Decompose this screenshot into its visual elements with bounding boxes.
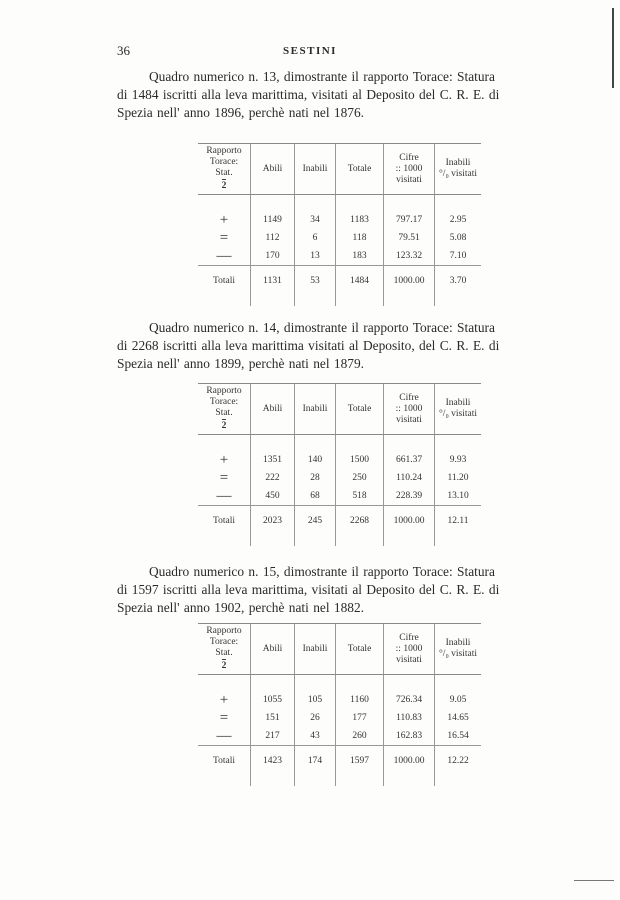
table-row [198,691,481,709]
caption-line: Quadro numerico n. 13, dimostrante il rapporto Torace: Statura [149,69,495,84]
data-table [198,623,481,786]
total-cell: 12.11 [435,506,482,537]
totals-row [198,506,481,537]
caption-line: Quadro numerico n. 14, dimostrante il rapporto Torace: Statura [149,320,495,335]
totals-row [198,746,481,777]
header-rapporto: Rapporto Torace: Stat. 2 [198,624,251,675]
header-rapporto: Rapporto Torace: Stat. 2 [198,384,251,435]
table-row [198,487,481,506]
table-cell: 170 [251,247,295,266]
table-cell: 518 [336,487,384,506]
header-totale: Totale [336,384,384,435]
table-cell: 151 [251,709,295,727]
table-row [198,469,481,487]
table-cell: 13.10 [435,487,482,506]
running-head: SESTINI [283,45,337,57]
table-caption [117,68,563,122]
header-cifre: Cifre :: 1000 visitati [384,384,435,435]
totals-row [198,266,481,297]
symbol-cell: + [219,211,229,228]
table-cell: 26 [295,709,336,727]
symbol-cell: + [219,691,229,708]
total-cell: 1000.00 [384,266,435,297]
symbol-cell: — [216,247,232,264]
table-cell: 7.10 [435,247,482,266]
table-cell: 1149 [251,211,295,229]
total-cell: 1484 [336,266,384,297]
table-row [198,709,481,727]
total-cell: 2268 [336,506,384,537]
caption-line: Quadro numerico n. 15, dimostrante il rapporto Torace: Statura [149,564,495,579]
symbol-cell: = [219,469,229,486]
caption-line: di 1484 iscritti alla leva marittima, visitati al Deposito del C. R. E. di [117,87,500,102]
table-cell: 140 [295,451,336,469]
table-row [198,247,481,266]
header-abili: Abili [251,144,295,195]
table-cell: 110.83 [384,709,435,727]
symbol-cell: + [219,451,229,468]
symbol-cell: — [216,487,232,504]
table-cell: 118 [336,229,384,247]
header-inabili: Inabili [295,384,336,435]
header-inabili-percent: Inabili °/₀ visitati [435,624,482,675]
table-cell: 43 [295,727,336,746]
header-inabili-percent: Inabili °/₀ visitati [435,384,482,435]
header-totale: Totale [336,624,384,675]
table-cell: 250 [336,469,384,487]
caption-line: di 2268 iscritti alla leva marittima visitati al Deposito, del C. R. E. di [117,338,500,353]
page-number: 36 [117,43,130,58]
table-cell: 177 [336,709,384,727]
header-inabili-percent: Inabili °/₀ visitati [435,144,482,195]
table-cell: 11.20 [435,469,482,487]
caption-line: di 1597 iscritti alla leva marittima, visitati al Deposito del C. R. E. di [117,582,500,597]
caption-line: Spezia nell' anno 1902, perchè nati nel 1882. [117,600,365,615]
total-cell: 12.22 [435,746,482,777]
table-cell: 2.95 [435,211,482,229]
data-table [198,143,481,306]
table-cell: 9.05 [435,691,482,709]
table-cell: 228.39 [384,487,435,506]
table-row [198,229,481,247]
table-cell: 110.24 [384,469,435,487]
table-cell: 1055 [251,691,295,709]
table-cell: 123.32 [384,247,435,266]
header-cifre: Cifre :: 1000 visitati [384,624,435,675]
table-cell: 105 [295,691,336,709]
table-cell: 68 [295,487,336,506]
header-inabili: Inabili [295,144,336,195]
table-row [198,451,481,469]
totals-label: Totali [198,266,251,297]
table-cell: 79.51 [384,229,435,247]
header-totale: Totale [336,144,384,195]
total-cell: 245 [295,506,336,537]
binding-edge-bottom [574,880,614,881]
total-cell: 2023 [251,506,295,537]
header-abili: Abili [251,384,295,435]
table-cell: 222 [251,469,295,487]
totals-label: Totali [198,746,251,777]
symbol-cell: = [219,229,229,246]
table-cell: 28 [295,469,336,487]
table-cell: 217 [251,727,295,746]
header-rapporto: Rapporto Torace: Stat. 2 [198,144,251,195]
table-cell: 1183 [336,211,384,229]
totals-label: Totali [198,506,251,537]
table-cell: 1500 [336,451,384,469]
total-cell: 1000.00 [384,506,435,537]
table-cell: 34 [295,211,336,229]
table-cell: 162.83 [384,727,435,746]
table-cell: 183 [336,247,384,266]
total-cell: 1597 [336,746,384,777]
total-cell: 1000.00 [384,746,435,777]
total-cell: 53 [295,266,336,297]
header-abili: Abili [251,624,295,675]
table-cell: 5.08 [435,229,482,247]
total-cell: 1131 [251,266,295,297]
total-cell: 174 [295,746,336,777]
table-caption [117,563,563,617]
total-cell: 1423 [251,746,295,777]
table-caption [117,319,563,373]
table-row [198,727,481,746]
table-cell: 13 [295,247,336,266]
table-cell: 1160 [336,691,384,709]
table-cell: 9.93 [435,451,482,469]
table-row [198,211,481,229]
table-cell: 1351 [251,451,295,469]
table-cell: 14.65 [435,709,482,727]
table-cell: 16.54 [435,727,482,746]
table-cell: 726.34 [384,691,435,709]
header-cifre: Cifre :: 1000 visitati [384,144,435,195]
symbol-cell: = [219,709,229,726]
table-cell: 112 [251,229,295,247]
table-cell: 797.17 [384,211,435,229]
table-cell: 260 [336,727,384,746]
total-cell: 3.70 [435,266,482,297]
table-cell: 661.37 [384,451,435,469]
symbol-cell: — [216,727,232,744]
caption-line: Spezia nell' anno 1896, perchè nati nel 1876. [117,105,365,120]
caption-line: Spezia nell' anno 1899, perchè nati nel 1879. [117,356,365,371]
table-cell: 6 [295,229,336,247]
data-table [198,383,481,546]
header-inabili: Inabili [295,624,336,675]
table-cell: 450 [251,487,295,506]
